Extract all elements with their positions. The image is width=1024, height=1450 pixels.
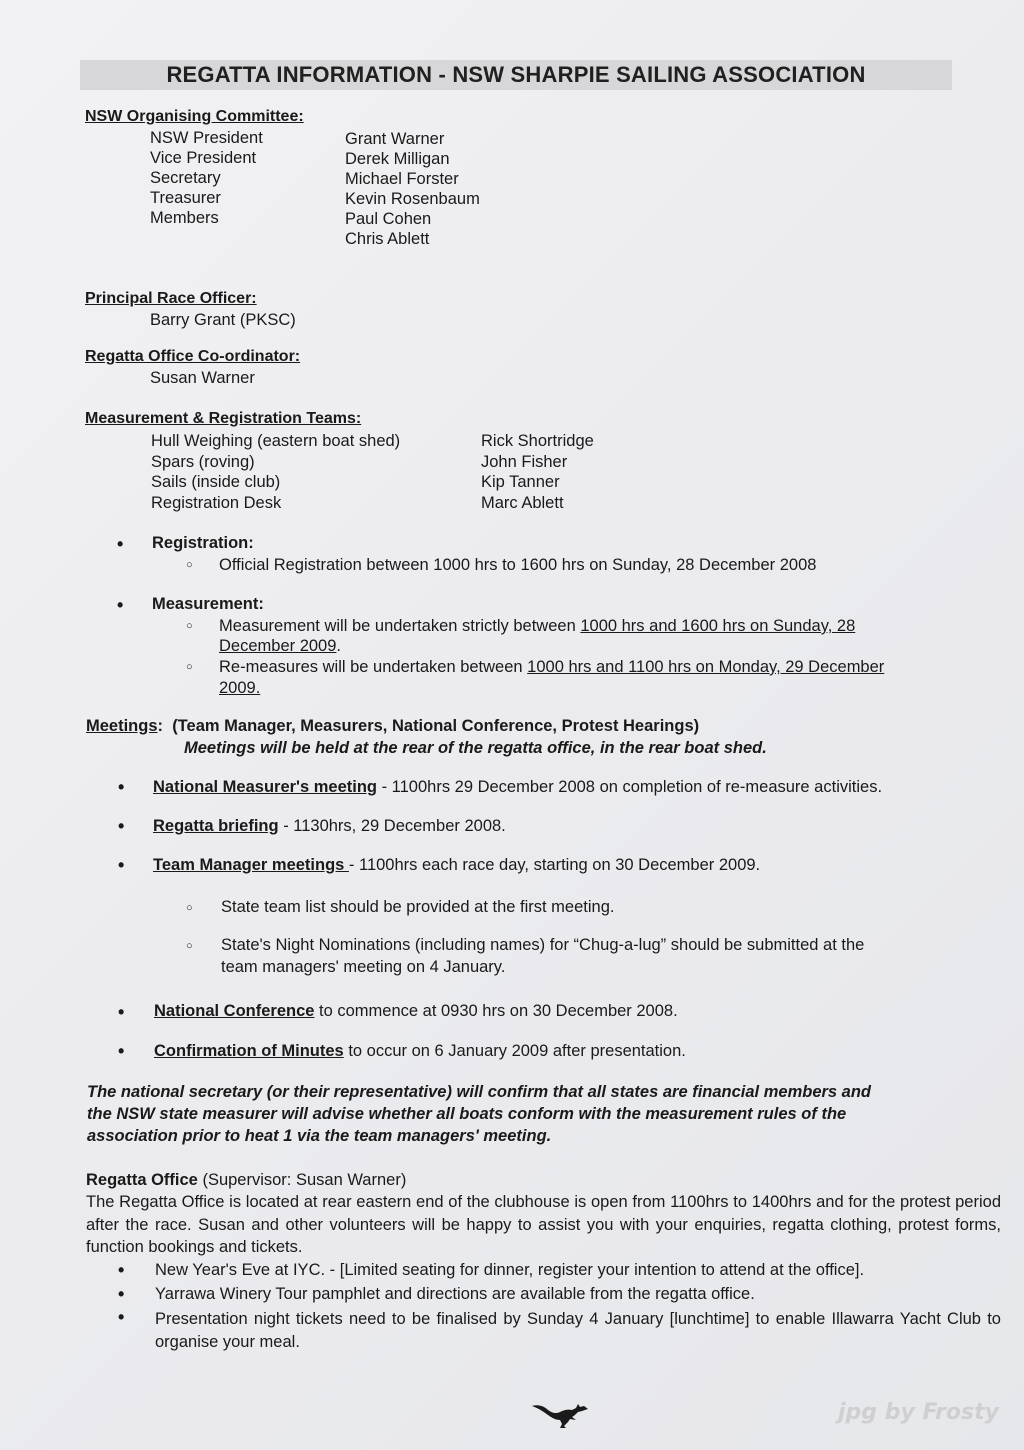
committee-name: Kevin Rosenbaum bbox=[345, 190, 480, 208]
committee-role: Secretary bbox=[150, 169, 221, 187]
meeting-item: Regatta briefing - 1130hrs, 29 December 2008. bbox=[153, 817, 506, 835]
team-role: Sails (inside club) bbox=[151, 473, 281, 492]
office-heading: Regatta Office (Supervisor: Susan Warner) bbox=[86, 1171, 407, 1189]
office-bullet: Yarrawa Winery Tour pamphlet and directions are available from the regatta office. bbox=[155, 1285, 755, 1303]
team-role: Spars (roving) bbox=[151, 452, 255, 471]
committee-heading: NSW Organising Committee: bbox=[85, 108, 304, 125]
bullet-icon: • bbox=[118, 1284, 125, 1304]
circle-bullet-icon: ○ bbox=[186, 661, 193, 673]
title-bar bbox=[80, 60, 952, 90]
team-role: Hull Weighing (eastern boat shed) bbox=[151, 432, 401, 450]
statement-line: association prior to heat 1 via the team managers' meeting. bbox=[87, 1127, 552, 1145]
committee-role: Treasurer bbox=[150, 189, 221, 207]
circle-bullet-icon: ○ bbox=[186, 620, 193, 632]
team-name: Marc Ablett bbox=[481, 494, 564, 513]
team-name: Rick Shortridge bbox=[481, 432, 594, 450]
meeting-item: National Conference to commence at 0930 hrs on 30 December 2008. bbox=[154, 1002, 678, 1020]
measurement-item1-line1: Measurement will be undertaken strictly between 1000 hrs and 1600 hrs on Sunday, 28 bbox=[219, 617, 856, 635]
team-name: John Fisher bbox=[481, 452, 568, 471]
watermark-text: jpg by Frosty bbox=[838, 1400, 999, 1425]
meeting-sub1: State team list should be provided at the first meeting. bbox=[221, 898, 615, 916]
bullet-icon: • bbox=[118, 1002, 125, 1022]
circle-bullet-icon: ○ bbox=[186, 559, 193, 571]
meetings-note: Meetings will be held at the rear of the regatta office, in the rear boat shed. bbox=[184, 739, 767, 757]
office-text: The Regatta Office is located at rear eastern end of the clubhouse is open from 1100hrs to 1400hrs and for the protest period after the race. Susan and other volunteers will be happy to assist you with your enquiries, regatta clothing, protest forms, function bookings and tickets. bbox=[86, 1193, 1001, 1256]
committee-role: Vice President bbox=[150, 149, 257, 167]
team-name: Kip Tanner bbox=[481, 473, 560, 492]
bullet-icon: • bbox=[117, 595, 124, 615]
pro-name: Barry Grant (PKSC) bbox=[150, 311, 296, 329]
circle-bullet-icon: ○ bbox=[186, 940, 193, 952]
bullet-icon: • bbox=[118, 855, 125, 875]
committee-name: Derek Milligan bbox=[345, 150, 450, 168]
team-role: Registration Desk bbox=[151, 494, 282, 513]
meeting-item: National Measurer's meeting - 1100hrs 29 December 2008 on completion of re-measure activities. bbox=[153, 778, 883, 796]
kangaroo-logo-icon bbox=[530, 1398, 592, 1430]
statement-line: The national secretary (or their representative) will confirm that all states are financial members and bbox=[87, 1083, 872, 1101]
registration-item: Official Registration between 1000 hrs to 1600 hrs on Sunday, 28 December 2008 bbox=[219, 556, 817, 574]
page-title: REGATTA INFORMATION - NSW SHARPIE SAILING ASSOCIATION bbox=[166, 62, 866, 87]
bullet-icon: • bbox=[118, 1307, 125, 1327]
office-bullet: Presentation night tickets need to be finalised by Sunday 4 January [lunchtime] to enable Illawarra Yacht Club to organise your meal. bbox=[155, 1310, 1001, 1351]
committee-role: Members bbox=[150, 209, 219, 227]
office-bullet: New Year's Eve at IYC. - [Limited seating for dinner, register your intention to attend at the office]. bbox=[155, 1261, 865, 1279]
measurement-item1-line2: December 2009. bbox=[219, 637, 341, 655]
committee-name: Paul Cohen bbox=[345, 210, 432, 228]
meeting-sub2-line1: State's Night Nominations (including names) for “Chug-a-lug” should be submitted at the bbox=[221, 936, 865, 954]
bullet-icon: • bbox=[118, 1041, 125, 1061]
pro-heading: Principal Race Officer: bbox=[85, 290, 257, 307]
bullet-icon: • bbox=[118, 816, 125, 836]
teams-names bbox=[481, 431, 594, 514]
statement-line: the NSW state measurer will advise whether all boats conform with the measurement rules of the bbox=[87, 1105, 847, 1123]
meeting-item: Confirmation of Minutes to occur on 6 January 2009 after presentation. bbox=[154, 1042, 686, 1060]
bullet-icon: • bbox=[118, 1260, 125, 1280]
office-coordinator-name: Susan Warner bbox=[150, 369, 255, 387]
bullet-icon: • bbox=[118, 777, 125, 797]
registration-label: Registration: bbox=[152, 534, 254, 552]
teams-heading: Measurement & Registration Teams: bbox=[85, 410, 362, 427]
bullet-icon: • bbox=[117, 534, 124, 554]
committee-name: Grant Warner bbox=[345, 130, 445, 148]
meeting-item: Team Manager meetings - 1100hrs each race day, starting on 30 December 2009. bbox=[153, 856, 761, 874]
committee-role: NSW President bbox=[150, 129, 263, 147]
statement bbox=[87, 1081, 871, 1147]
circle-bullet-icon: ○ bbox=[186, 902, 193, 914]
measurement-label: Measurement: bbox=[152, 595, 264, 613]
committee-name: Chris Ablett bbox=[345, 230, 430, 248]
office-coordinator-heading: Regatta Office Co-ordinator: bbox=[85, 348, 301, 365]
measurement-item2-line1: Re-measures will be undertaken between 1000 hrs and 1100 hrs on Monday, 29 December bbox=[219, 658, 885, 676]
committee-roles bbox=[150, 128, 263, 228]
committee-name: Michael Forster bbox=[345, 170, 459, 188]
teams-roles bbox=[151, 431, 400, 514]
committee-names bbox=[345, 129, 480, 249]
measurement-item2-line2: 2009. bbox=[219, 679, 261, 697]
meeting-sub2-line2: team managers' meeting on 4 January. bbox=[221, 958, 506, 976]
meetings-heading: Meetings: (Team Manager, Measurers, National Conference, Protest Hearings) bbox=[86, 717, 700, 735]
